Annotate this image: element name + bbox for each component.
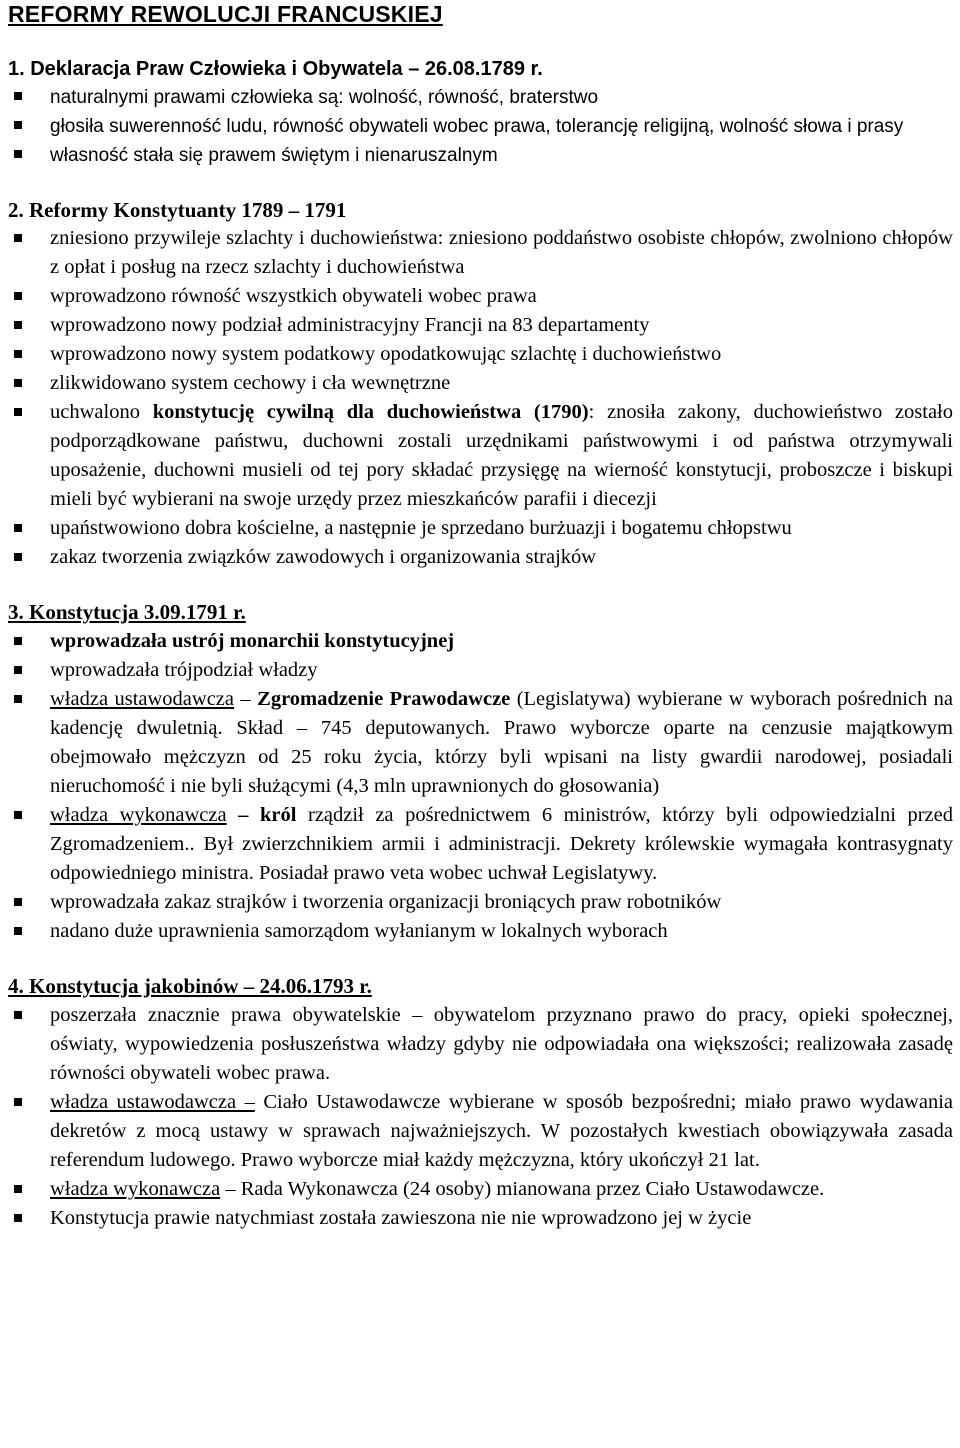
- dash: –: [226, 804, 260, 826]
- square-bullet-icon: [14, 1214, 22, 1222]
- list-item: [8, 141, 953, 170]
- list-item: [8, 627, 953, 656]
- list-item: [8, 514, 953, 543]
- list-item-text: rządził za pośrednictwem 6 ministrów, którzy byli odpowiedzialni przed Zgromadzeniem.. Był zwierzchnikiem armii i administracji. Dekrety królewskie wymagała kontrasygnaty odpowiedniego ministra. Posiadał prawo veta wobec uchwał Legislatywy.: [50, 804, 954, 884]
- square-bullet-icon: [14, 927, 22, 935]
- square-bullet-icon: [14, 92, 22, 100]
- list-item-text: – Rada Wykonawcza (24 osoby) mianowana przez Ciało Ustawodawcze.: [220, 1178, 825, 1200]
- section-3-list: [8, 627, 953, 946]
- section-2-list: [8, 224, 953, 572]
- list-item: [8, 83, 953, 112]
- list-item: [8, 224, 953, 282]
- section-4-heading: 4. Konstytucja jakobinów – 24.06.1793 r.: [8, 974, 372, 998]
- document-title: REFORMY REWOLUCJI FRANCUSKIEJ: [8, 1, 443, 27]
- list-item: [8, 282, 953, 311]
- list-item-text: : znosiła zakony, duchowieństwo zostało podporządkowane państwu, duchowni zostali urzędnikami państwowymi i od państwa otrzymywali uposażenie, duchowni musieli od tej pory składać przysięgę na wierność konstytucji, proboszcze i biskupi mieli być wybierani na swoje urzędy przez mieszkańców parafii i diecezji: [50, 401, 953, 510]
- king-bold: król: [259, 804, 297, 826]
- list-item: [8, 1175, 953, 1204]
- list-item-text: (Legislatywa) wybierane w wyborach pośrednich na kadencję dwuletnią. Skład – 745 deputowanych. Prawo wyborcze oparte na cenzusie majątkowym obejmowało mężczyzn od 25 roku życia, którzy byli wpisani na listy gwardii narodowej, posiadali nieruchomość i nie byli służącymi (4,3 mln uprawnionych do głosowania): [50, 688, 954, 797]
- list-item-text: wprowadzono nowy podział administracyjny Francji na 83 departamenty: [50, 314, 650, 336]
- section-jacobin-constitution: [8, 972, 953, 1233]
- legislative-assembly-bold: Zgromadzenie Prawodawcze: [257, 688, 511, 710]
- list-item-text: wprowadzała trójpodział władzy: [50, 659, 318, 681]
- list-item: [8, 685, 953, 801]
- legislative-power-label: władza ustawodawcza –: [50, 1091, 255, 1113]
- section-2-heading: 2. Reformy Konstytuanty 1789 – 1791: [8, 198, 347, 222]
- list-item: [8, 398, 953, 514]
- list-item: [8, 1088, 953, 1175]
- square-bullet-icon: [14, 1098, 22, 1106]
- list-item-text: Konstytucja prawie natychmiast została zawieszona nie nie wprowadzono jej w życie: [50, 1207, 752, 1229]
- list-item: [8, 917, 953, 946]
- list-item-text: wprowadzono nowy system podatkowy opodatkowując szlachtę i duchowieństwo: [50, 343, 722, 365]
- list-item: [8, 340, 953, 369]
- square-bullet-icon: [14, 666, 22, 674]
- square-bullet-icon: [14, 321, 22, 329]
- square-bullet-icon: [14, 292, 22, 300]
- square-bullet-icon: [14, 150, 22, 158]
- legislative-power-label: władza ustawodawcza: [50, 688, 235, 710]
- list-item: [8, 543, 953, 572]
- list-item-text: poszerzała znacznie prawa obywatelskie – obywatelom przyznano prawo do pracy, opieki społecznej, oświaty, wypowiedzenia posłuszeństwa władzy gdyby nie odpowiadała ona większości; realizowała zasadę równości obywateli wobec prawa.: [50, 1004, 953, 1084]
- section-constituent-reforms: [8, 196, 953, 572]
- list-item-text: wprowadzała zakaz strajków i tworzenia organizacji broniących praw robotników: [50, 891, 722, 913]
- list-item-text: własność stała się prawem świętym i nienaruszalnym: [50, 145, 498, 166]
- square-bullet-icon: [14, 121, 22, 129]
- list-item-text: zakaz tworzenia związków zawodowych i organizowania strajków: [50, 546, 597, 568]
- square-bullet-icon: [14, 1011, 22, 1019]
- list-item-text: wprowadzała ustrój monarchii konstytucyjnej: [50, 630, 455, 652]
- square-bullet-icon: [14, 695, 22, 703]
- list-item: [8, 369, 953, 398]
- square-bullet-icon: [14, 637, 22, 645]
- square-bullet-icon: [14, 379, 22, 387]
- section-4-list: [8, 1001, 953, 1233]
- list-item: [8, 1001, 953, 1088]
- list-item: [8, 112, 953, 141]
- list-item-text: wprowadzono równość wszystkich obywateli wobec prawa: [50, 285, 537, 307]
- square-bullet-icon: [14, 898, 22, 906]
- list-item-text: nadano duże uprawnienia samorządom wyłanianym w lokalnych wyborach: [50, 920, 668, 942]
- list-item-text: upaństwowiono dobra kościelne, a następnie je sprzedano burżuazji i bogatemu chłopstwu: [50, 517, 792, 539]
- square-bullet-icon: [14, 350, 22, 358]
- list-item: [8, 801, 953, 888]
- square-bullet-icon: [14, 408, 22, 416]
- executive-power-label: władza wykonawcza: [50, 804, 227, 826]
- executive-power-label: władza wykonawcza: [50, 1178, 221, 1200]
- list-item: [8, 656, 953, 685]
- square-bullet-icon: [14, 1185, 22, 1193]
- civil-constitution-bold: konstytucję cywilną dla duchowieństwa (1790): [152, 401, 589, 423]
- section-1-heading: 1. Deklaracja Praw Człowieka i Obywatela – 26.08.1789 r.: [8, 58, 543, 80]
- square-bullet-icon: [14, 811, 22, 819]
- list-item-text: głosiła suwerenność ludu, równość obywateli wobec prawa, tolerancję religijną, wolność słowa i prasy: [50, 116, 904, 137]
- square-bullet-icon: [14, 524, 22, 532]
- section-3-heading: 3. Konstytucja 3.09.1791 r.: [8, 600, 246, 624]
- square-bullet-icon: [14, 553, 22, 561]
- list-item: [8, 1204, 953, 1233]
- section-declaration: [8, 55, 953, 170]
- list-item-text: zlikwidowano system cechowy i cła wewnętrzne: [50, 372, 451, 394]
- list-item: [8, 888, 953, 917]
- square-bullet-icon: [14, 234, 22, 242]
- list-item-text: naturalnymi prawami człowieka są: wolność, równość, braterstwo: [50, 87, 599, 108]
- list-item-text: uchwalono: [50, 401, 153, 423]
- section-constitution-1791: [8, 598, 953, 946]
- section-1-list: [8, 83, 953, 170]
- dash: –: [234, 688, 258, 710]
- list-item-text: zniesiono przywileje szlachty i duchowieństwa: zniesiono poddaństwo osobiste chłopów, zwolniono chłopów z opłat i posług na rzecz szlachty i duchowieństwa: [50, 227, 953, 278]
- list-item: [8, 311, 953, 340]
- list-item-text: Ciało Ustawodawcze wybierane w sposób bezpośredni; miało prawo wydawania dekretów z mocą ustawy w sprawach najważniejszych. W pozostałych kwestiach obowiązywała zasada referendum ludowego. Prawo wyborcze miał każdy mężczyzna, który ukończył 21 lat.: [50, 1091, 954, 1171]
